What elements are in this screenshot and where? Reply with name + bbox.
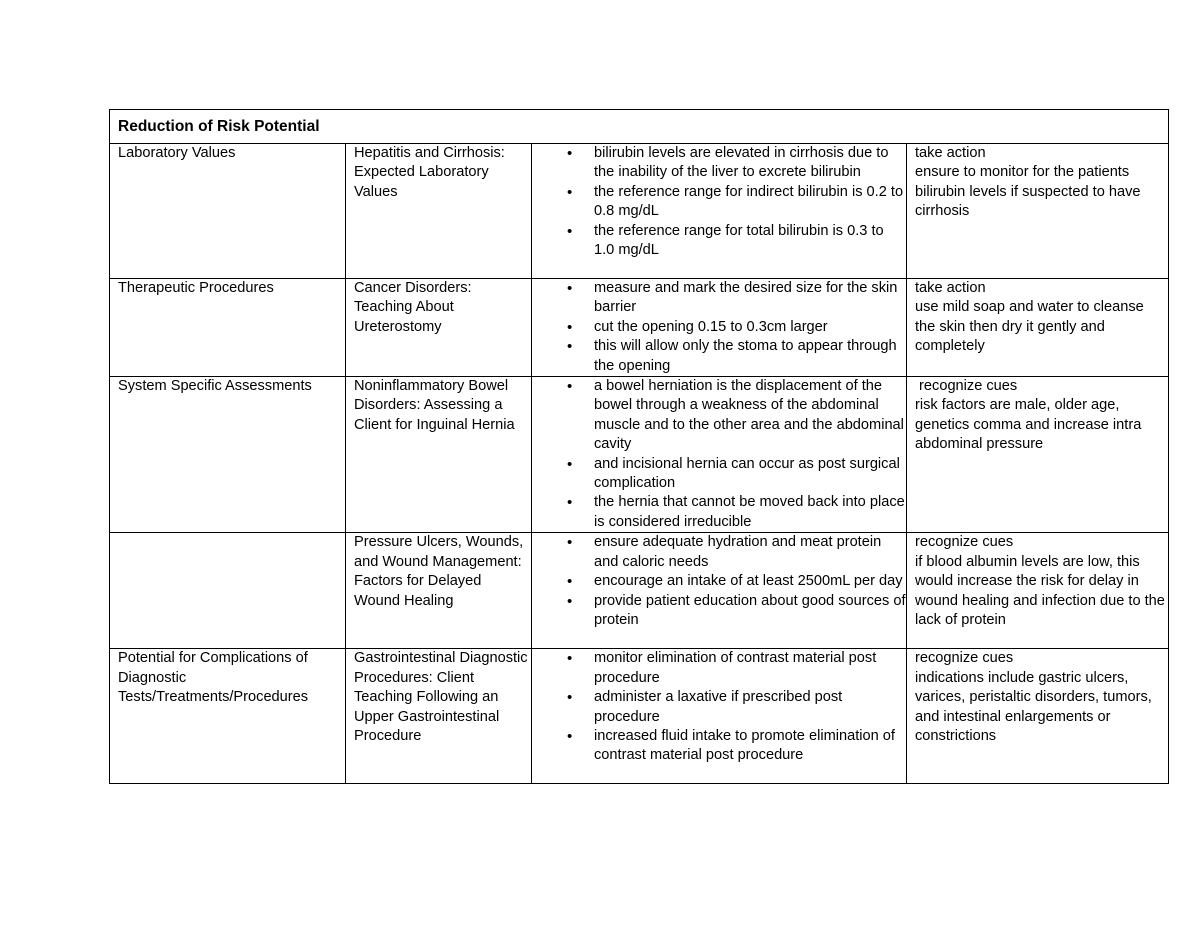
bullet-item: • ensure adequate hydration and meat protein and caloric needs	[540, 533, 906, 572]
bullet-item: • and incisional hernia can occur as post surgical complication	[540, 455, 906, 494]
action-label: recognize cues	[915, 378, 1018, 395]
bullets-cell	[532, 533, 907, 649]
bullets-cell	[532, 144, 907, 279]
table-row	[110, 649, 1169, 784]
action-note: risk factors are male, older age, genetics comma and increase intra abdominal pressure	[915, 397, 1142, 453]
bullet-list	[540, 144, 906, 260]
action-note: ensure to monitor for the patients bilirubin levels if suspected to have cirrhosis	[915, 164, 1141, 220]
action-label: recognize cues	[915, 650, 1014, 667]
action-cell	[907, 533, 1169, 649]
category-cell	[110, 533, 346, 649]
bullet-item: • provide patient education about good sources of protein	[540, 592, 906, 631]
bullet-item: • bilirubin levels are elevated in cirrhosis due to the inability of the liver to excrete bilirubin	[540, 144, 906, 183]
topic-cell: Pressure Ulcers, Wounds, and Wound Management: Factors for Delayed Wound Healing	[346, 533, 532, 649]
action-label: take action	[915, 145, 986, 161]
table-row	[110, 377, 1169, 533]
category-cell: Laboratory Values	[110, 144, 346, 279]
topic-cell: Cancer Disorders: Teaching About Ureterostomy	[346, 279, 532, 377]
table-title: Reduction of Risk Potential	[110, 110, 1169, 144]
action-note: if blood albumin levels are low, this would increase the risk for delay in wound healing and infection due to the lack of protein	[915, 553, 1165, 628]
category-cell: System Specific Assessments	[110, 377, 346, 533]
bullet-item: • increased fluid intake to promote elimination of contrast material post procedure	[540, 727, 906, 766]
table-row	[110, 279, 1169, 377]
bullet-item: • measure and mark the desired size for the skin barrier	[540, 279, 906, 318]
bullet-item: • cut the opening 0.15 to 0.3cm larger	[540, 318, 906, 337]
action-label: recognize cues	[915, 534, 1014, 551]
bullet-item: • administer a laxative if prescribed post procedure	[540, 688, 906, 727]
category-cell: Potential for Complications of Diagnostic Tests/Treatments/Procedures	[110, 649, 346, 784]
topic-cell: Hepatitis and Cirrhosis: Expected Laboratory Values	[346, 144, 532, 279]
bullets-cell	[532, 279, 907, 377]
bullet-list	[540, 279, 906, 376]
bullet-list	[540, 649, 906, 765]
risk-reduction-table	[109, 109, 1169, 784]
action-note: indications include gastric ulcers, varices, peristaltic disorders, tumors, and intestinal enlargements or constrictions	[915, 669, 1152, 744]
action-cell	[907, 649, 1169, 784]
bullet-item: • a bowel herniation is the displacement of the bowel through a weakness of the abdominal muscle and to the other area and the abdominal cavity	[540, 377, 906, 455]
bullet-item: • the reference range for indirect bilirubin is 0.2 to 0.8 mg/dL	[540, 183, 906, 222]
bullet-list	[540, 533, 906, 630]
bullet-item: • this will allow only the stoma to appear through the opening	[540, 337, 906, 376]
bullets-cell	[532, 377, 907, 533]
action-cell	[907, 377, 1169, 533]
action-cell	[907, 279, 1169, 377]
bullet-item: • the reference range for total bilirubin is 0.3 to 1.0 mg/dL	[540, 222, 906, 261]
table-row	[110, 144, 1169, 279]
action-cell	[907, 144, 1169, 279]
bullets-cell	[532, 649, 907, 784]
action-label: take action	[915, 280, 986, 296]
topic-cell: Gastrointestinal Diagnostic Procedures: Client Teaching Following an Upper Gastrointestinal Procedure	[346, 649, 532, 784]
category-cell: Therapeutic Procedures	[110, 279, 346, 377]
action-note: use mild soap and water to cleanse the skin then dry it gently and completely	[915, 299, 1144, 355]
topic-cell: Noninflammatory Bowel Disorders: Assessing a Client for Inguinal Hernia	[346, 377, 532, 533]
bullet-list	[540, 377, 906, 532]
bullet-item: • monitor elimination of contrast material post procedure	[540, 649, 906, 688]
bullet-item: • the hernia that cannot be moved back into place is considered irreducible	[540, 493, 906, 532]
table-title-row	[110, 110, 1169, 144]
bullet-item: • encourage an intake of at least 2500mL per day	[540, 572, 906, 591]
table-row	[110, 533, 1169, 649]
